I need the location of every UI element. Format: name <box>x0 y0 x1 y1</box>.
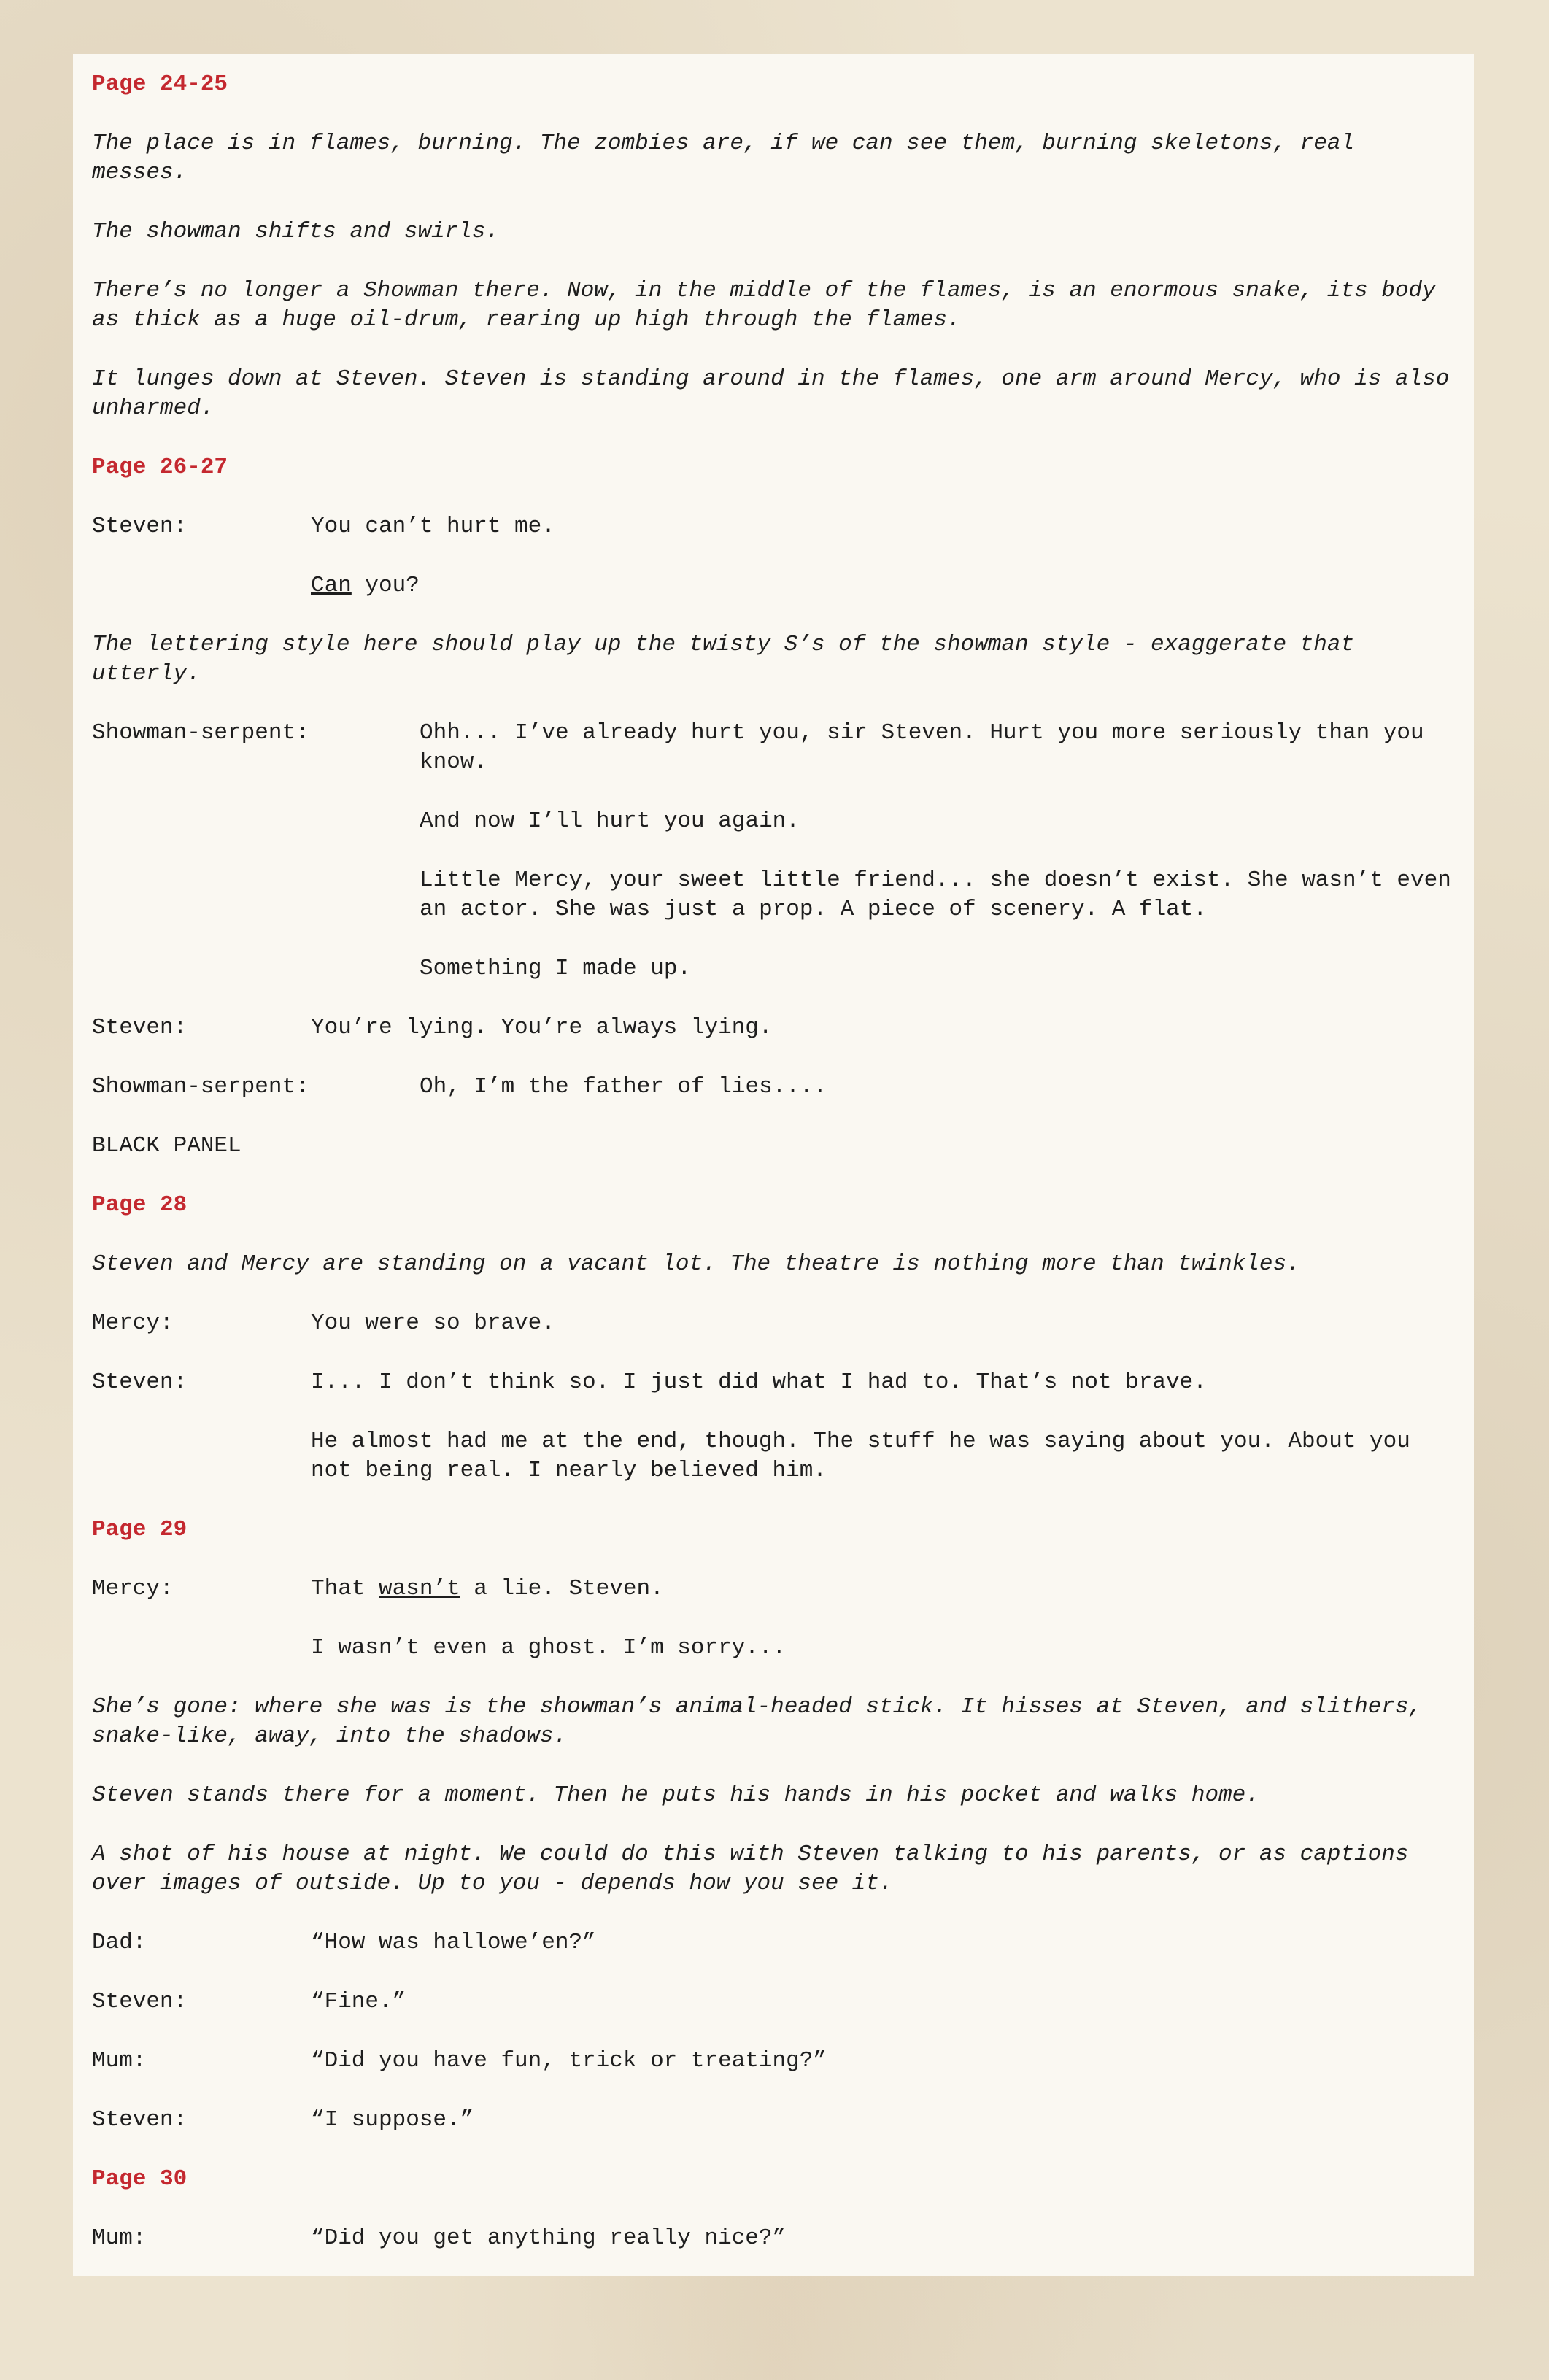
dialogue-block <box>92 1013 1455 1043</box>
dialogue-block <box>92 1368 1455 1397</box>
speaker-name: Mercy: <box>92 1576 174 1602</box>
action-description: She’s gone: where she was is the showman’s animal-headed stick. It hisses at Steven, and slithers, snake-like, away, into the shadows. <box>92 1694 1423 1749</box>
dialogue-block <box>92 1073 1455 1102</box>
dialogue-block <box>92 1575 1455 1604</box>
dialogue-continuation: And now I’ll hurt you again. <box>420 808 800 834</box>
dialogue-line: “Did you get anything really nice?” <box>311 2225 787 2251</box>
speaker-name: Steven: <box>92 514 188 539</box>
action-description: Steven stands there for a moment. Then he puts his hands in his pocket and walks home. <box>92 1782 1259 1808</box>
dialogue-line: I... I don’t think so. I just did what I had to. That’s not brave. <box>311 1369 1207 1395</box>
speaker-name: Steven: <box>92 1015 188 1040</box>
dialogue-line: “How was hallowe’en?” <box>311 1930 596 1955</box>
dialogue-continuation: I wasn’t even a ghost. I’m sorry... <box>311 1635 787 1661</box>
speaker-name: Mercy: <box>92 1310 174 1336</box>
dialogue-line: Ohh... I’ve already hurt you, sir Steven. Hurt you more seriously than you know. <box>420 720 1424 775</box>
action-description: The place is in flames, burning. The zombies are, if we can see them, burning skeletons, real messes. <box>92 131 1355 185</box>
speaker-name: Steven: <box>92 1989 188 2014</box>
action-description: The lettering style here should play up the twisty S’s of the showman style - exaggerate that utterly. <box>92 632 1355 687</box>
dialogue-line: “Fine.” <box>311 1989 406 2014</box>
dialogue-line: You’re lying. You’re always lying. <box>311 1015 773 1040</box>
dialogue-line: You were so brave. <box>311 1310 555 1336</box>
dialogue-block <box>92 719 1455 777</box>
dialogue-text: That <box>311 1576 379 1602</box>
speaker-name: Showman-serpent: <box>92 1074 309 1100</box>
dialogue-block <box>92 2047 1455 2076</box>
page-heading: Page 29 <box>92 1517 188 1542</box>
dialogue-line: You can’t hurt me. <box>311 514 555 539</box>
dialogue-block <box>92 2106 1455 2135</box>
dialogue-continuation: Little Mercy, your sweet little friend... she doesn’t exist. She wasn’t even an actor. She was just a prop. A piece of scenery. A flat. <box>420 868 1451 922</box>
speaker-name: Showman-serpent: <box>92 720 309 746</box>
speaker-name: Steven: <box>92 2107 188 2133</box>
dialogue-block <box>92 2224 1455 2253</box>
script-page <box>73 54 1474 2276</box>
dialogue-line: “I suppose.” <box>311 2107 474 2133</box>
action-description: It lunges down at Steven. Steven is standing around in the flames, one arm around Mercy, who is also unharmed. <box>92 366 1450 421</box>
page-heading: Page 24-25 <box>92 72 228 97</box>
speaker-name: Dad: <box>92 1930 147 1955</box>
action-description: There’s no longer a Showman there. Now, in the middle of the flames, is an enormous snake, its body as thick as a huge oil-drum, rearing up high through the flames. <box>92 278 1436 333</box>
speaker-name: Mum: <box>92 2048 147 2074</box>
underlined-word: wasn’t <box>379 1576 460 1602</box>
underlined-word: Can <box>311 573 352 598</box>
page-heading: Page 30 <box>92 2166 188 2192</box>
speaker-name: Steven: <box>92 1369 188 1395</box>
dialogue-line: “Did you have fun, trick or treating?” <box>311 2048 827 2074</box>
dialogue-block <box>92 1987 1455 2017</box>
dialogue-continuation: He almost had me at the end, though. The stuff he was saying about you. About you not being real. I nearly believed him. <box>311 1429 1410 1483</box>
action-description: A shot of his house at night. We could do this with Steven talking to his parents, or as captions over images of outside. Up to you - depends how you see it. <box>92 1842 1409 1896</box>
dialogue-block <box>92 1928 1455 1958</box>
page-heading: Page 28 <box>92 1192 188 1218</box>
dialogue-continuation: Something I made up. <box>420 956 692 981</box>
speaker-name: Mum: <box>92 2225 147 2251</box>
dialogue-text: a lie. Steven. <box>460 1576 664 1602</box>
dialogue-line <box>311 1575 1455 1604</box>
dialogue-line: Oh, I’m the father of lies.... <box>420 1074 827 1100</box>
dialogue-block <box>92 512 1455 541</box>
panel-note: BLACK PANEL <box>92 1133 242 1159</box>
action-description: The showman shifts and swirls. <box>92 219 500 244</box>
dialogue-continuation <box>311 571 1455 600</box>
dialogue-text: you? <box>351 573 420 598</box>
page-heading: Page 26-27 <box>92 455 228 480</box>
dialogue-block <box>92 1309 1455 1338</box>
action-description: Steven and Mercy are standing on a vacant lot. The theatre is nothing more than twinkles. <box>92 1251 1300 1277</box>
